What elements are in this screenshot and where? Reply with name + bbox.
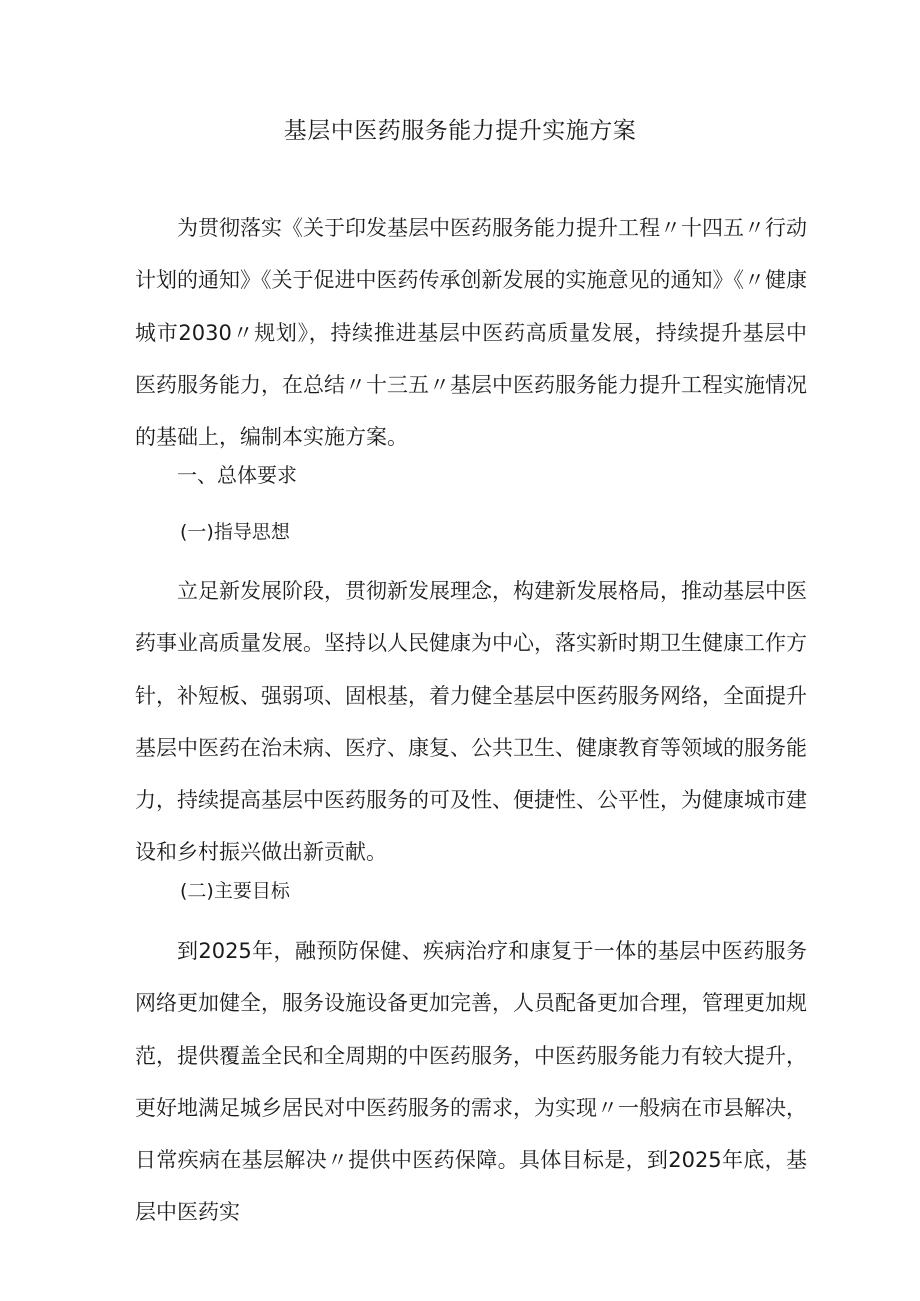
intro-paragraph: 为贯彻落实《关于印发基层中医药服务能力提升工程〃十四五〃行动计划的通知》《关于促进中医药传承创新发展的实施意见的通知》《〃健康城市2030〃规划》，持续推进基层中医药高质量发展，持续提升基层中医药服务能力，在总结〃十三五〃基层中医药服务能力提升工程实施情况的基础上，编制本实施方案。 [135, 216, 807, 450]
section-heading-general-requirements: 一、总体要求 [177, 463, 297, 487]
subsection-heading-guiding-ideology: (一)指导思想 [180, 521, 290, 543]
guiding-ideology-paragraph: 立足新发展阶段，贯彻新发展理念，构建新发展格局，推动基层中医药事业高质量发展。坚持以人民健康为中心，落实新时期卫生健康工作方针，补短板、强弱项、固根基，着力健全基层中医药服务网络，全面提升基层中医药在治未病、医疗、康复、公共卫生、健康教育等领域的服务能力，持续提高基层中医药服务的可及性、便捷性、公平性，为健康城市建设和乡村振兴做出新贡献。 [135, 579, 807, 865]
main-goals-paragraph: 到2025年，融预防保健、疾病治疗和康复于一体的基层中医药服务网络更加健全，服务设施设备更加完善，人员配备更加合理，管理更加规范，提供覆盖全民和全周期的中医药服务，中医药服务能力有较大提升，更好地满足城乡居民对中医药服务的需求，为实现〃一般病在市县解决，日常疾病在基层解决〃提供中医药保障。具体目标是，到2025年底，基层中医药实 [135, 939, 807, 1225]
document-title: 基层中医药服务能力提升实施方案 [283, 118, 637, 144]
subsection-heading-main-goals: (二)主要目标 [180, 880, 290, 902]
